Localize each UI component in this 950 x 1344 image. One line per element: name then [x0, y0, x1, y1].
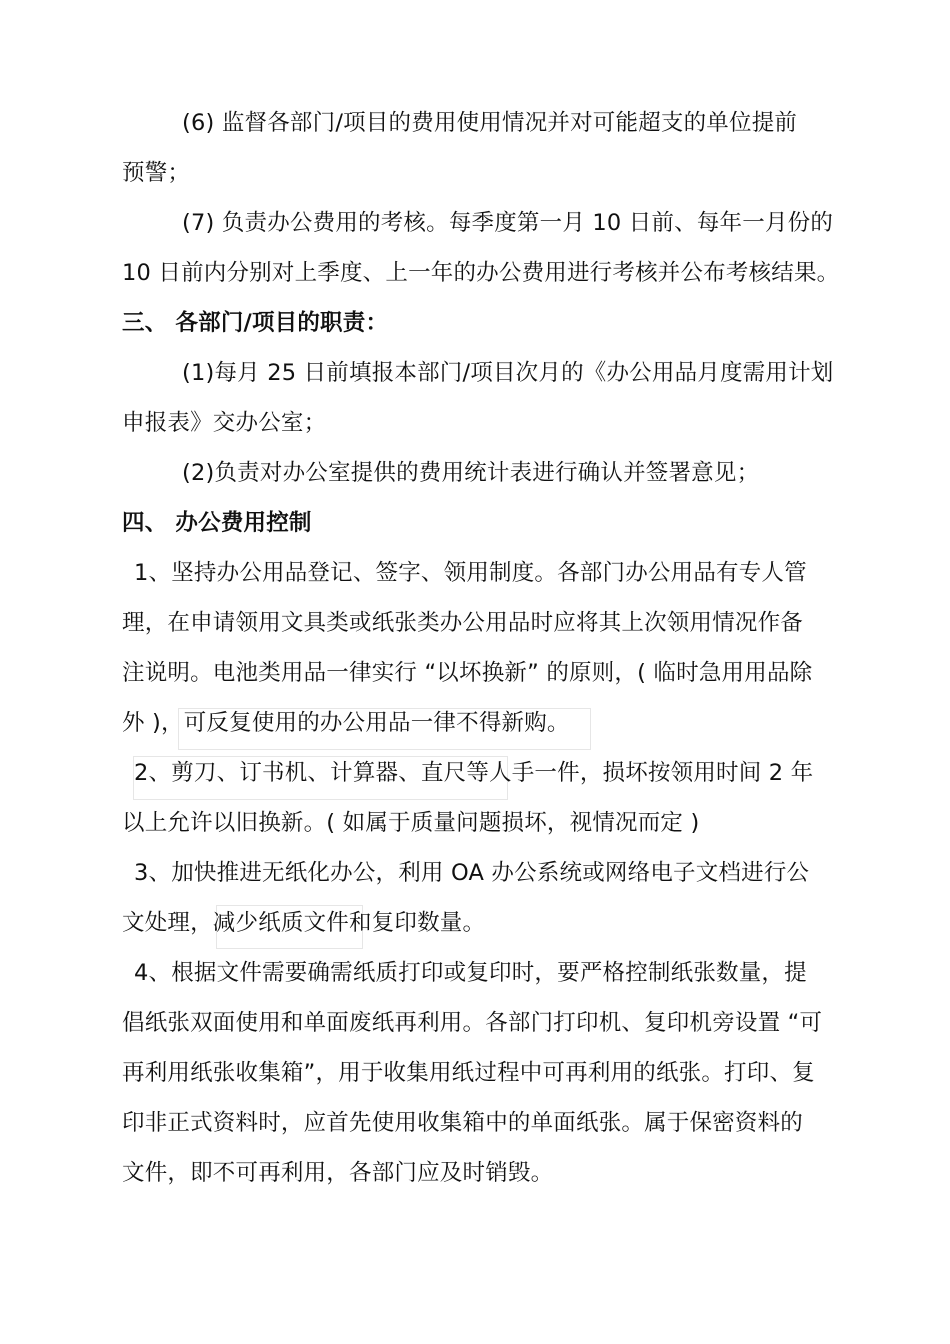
doc-line-11: 理，在申请领用文具类或纸张类办公用品时应将其上次领用情况作备 — [122, 610, 804, 636]
doc-line-6: (1)每月 25 日前填报本部门/项目次月的《办公用品月度需用计划 — [182, 360, 834, 386]
doc-line-10: 1、坚持办公用品登记、签字、领用制度。各部门办公用品有专人管 — [134, 560, 807, 586]
doc-line-2: 预警； — [122, 160, 191, 186]
doc-line-7: 申报表》交办公室； — [122, 410, 327, 436]
section-heading-4: 四、 办公费用控制 — [122, 510, 312, 536]
doc-line-21: 印非正式资料时，应首先使用收集箱中的单面纸张。属于保密资料的 — [122, 1110, 804, 1136]
doc-line-12: 注说明。电池类用品一律实行 “以坏换新” 的原则，( 临时急用用品除 — [122, 660, 813, 686]
doc-line-3: (7) 负责办公费用的考核。每季度第一月 10 日前、每年一月份的 — [182, 210, 834, 236]
doc-line-17: 文处理，减少纸质文件和复印数量。 — [122, 910, 486, 936]
doc-line-1: (6) 监督各部门/项目的费用使用情况并对可能超支的单位提前 — [182, 110, 798, 136]
doc-line-20: 再利用纸张收集箱”，用于收集用纸过程中可再利用的纸张。打印、复 — [122, 1060, 815, 1086]
doc-line-14: 2、剪刀、订书机、计算器、直尺等人手一件，损坏按领用时间 2 年 — [134, 760, 814, 786]
doc-line-13: 外 )，可反复使用的办公用品一律不得新购。 — [122, 710, 570, 736]
doc-line-19: 倡纸张双面使用和单面废纸再利用。各部门打印机、复印机旁设置 “可 — [122, 1010, 823, 1036]
doc-line-16: 3、加快推进无纸化办公，利用 OA 办公系统或网络电子文档进行公 — [134, 860, 810, 886]
doc-line-8: (2)负责对办公室提供的费用统计表进行确认并签署意见； — [182, 460, 760, 486]
section-heading-3: 三、 各部门/项目的职责： — [122, 310, 389, 336]
doc-line-18: 4、根据文件需要确需纸质打印或复印时，要严格控制纸张数量，提 — [134, 960, 807, 986]
doc-line-4: 10 日前内分别对上季度、上一年的办公费用进行考核并公布考核结果。 — [122, 260, 840, 286]
doc-line-22: 文件，即不可再利用，各部门应及时销毁。 — [122, 1160, 554, 1186]
doc-line-15: 以上允许以旧换新。( 如属于质量问题损坏，视情况而定 ) — [122, 810, 700, 836]
